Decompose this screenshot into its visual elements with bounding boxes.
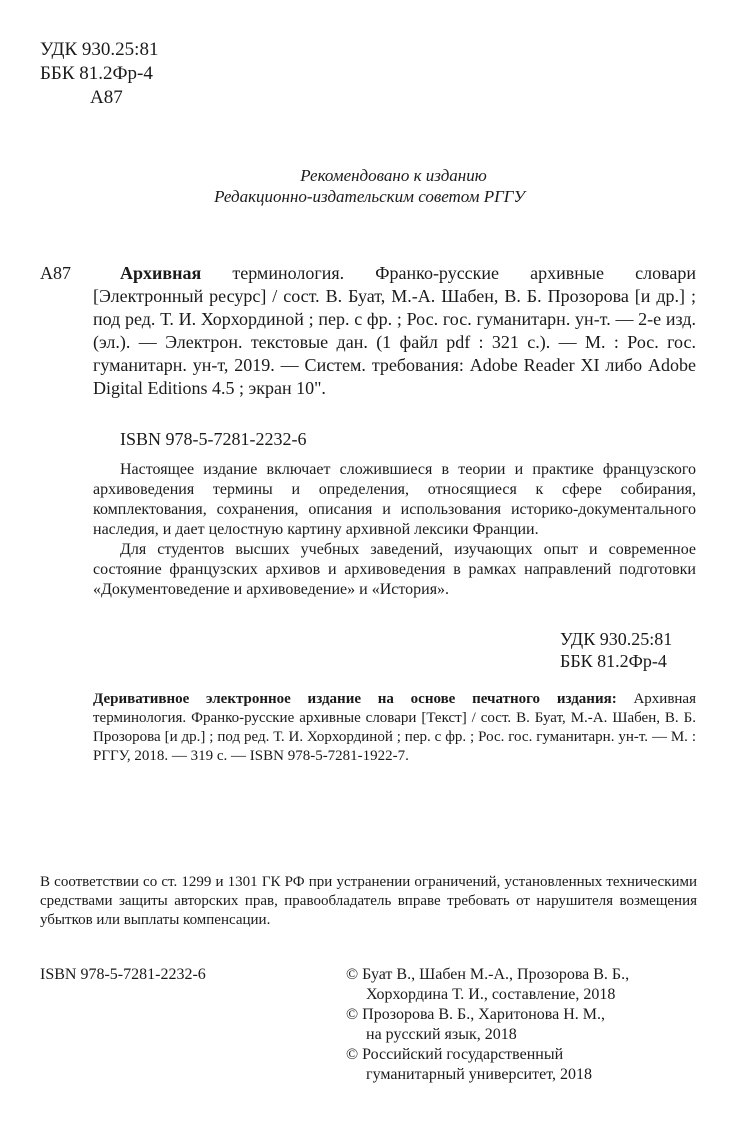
annotation-paragraph-1: Настоящее издание включает сложившиеся в теории и практике французского архивоведения термины и определения, относящиеся к сфере собирания, комплектования, сохранения, описания и использования историко-документального наследия, и дает целостную картину архивной лексики Франции. [93,461,696,538]
copyright-entry-2: © Прозорова В. Б., Харитонова Н. М., [346,1006,606,1023]
copyright-entry-1: © Буат В., Шабен М.-А., Прозорова В. Б., [346,966,630,983]
recommendation-line-1: Рекомендовано к изданию [300,166,487,185]
derivative-label: Деривативное электронное издание на основе печатного издания: [93,691,617,707]
rights-notice: В соответствии со ст. 1299 и 1301 ГК РФ при устранении ограничений, установленных техническими средствами защиты авторских прав, правообладатель вправе требовать от нарушителя возмещения убытков или выплаты компенсации. [40,874,697,928]
catalog-mark: А87 [40,263,71,283]
copyright-entry-1-cont: Хорхордина Т. И., составление, 2018 [366,986,616,1003]
copyright-entry-2-cont: на русский язык, 2018 [366,1026,517,1043]
derivative-note [93,690,696,766]
catalog-text: терминология. Франко-русские архивные словари [Электронный ресурс] / сост. В. Буат, М.-А. Шабен, В. Б. Прозорова [и др.] ; под ред. Т. И. Хорхординой ; пер. с фр. ; Рос. гос. гуманитарн. ун-т. — 2-е изд. (эл.). — Электрон. текстовые дан. (1 файл pdf : 321 с.). — М. : Рос. гос. гуманитарн. ун-т, 2019. — Систем. требования: Adobe Reader XI либо Adobe Digital Editions 4.5 ; экран 10". [93,263,696,398]
udk-code: УДК 930.25:81 [40,39,159,60]
author-mark: А87 [90,87,123,108]
udk-code-repeat: УДК 930.25:81 [560,629,673,649]
copyright-entry-3-cont: гуманитарный университет, 2018 [366,1066,592,1083]
bbk-code-repeat: ББК 81.2Фр-4 [560,651,667,671]
recommendation [0,165,739,207]
bbk-code: ББК 81.2Фр-4 [40,63,153,84]
annotation [93,460,696,600]
footer-isbn: ISBN 978-5-7281-2232-6 [40,966,206,983]
classification-codes [40,38,158,110]
copyright-block [346,965,629,1085]
classification-codes-repeat [560,628,672,672]
copyright-entry-3: © Российский государственный [346,1046,564,1063]
derivative-text: Архивная терминология. Франко-русские архивные словари [Текст] / сост. В. Буат, М.-А. Шабен, В. Б. Прозорова [и др.] ; под ред. Т. И. Хорхординой ; пер. с фр. ; Рос. гос. гуманитарн. ун-т. — М. : РГГУ, 2018. — 319 с. — ISBN 978-5-7281-1922-7. [93,691,696,764]
catalog-isbn: ISBN 978-5-7281-2232-6 [120,429,307,449]
annotation-paragraph-2: Для студентов высших учебных заведений, изучающих опыт и современное состояние французских архивов и архивоведения в рамках направлений подготовки «Документоведение и архивоведение» и «История». [93,541,696,598]
catalog-title: Архивная [120,263,202,283]
recommendation-line-2: Редакционно-издательским советом РГГУ [214,187,525,206]
catalog-description [93,262,696,400]
